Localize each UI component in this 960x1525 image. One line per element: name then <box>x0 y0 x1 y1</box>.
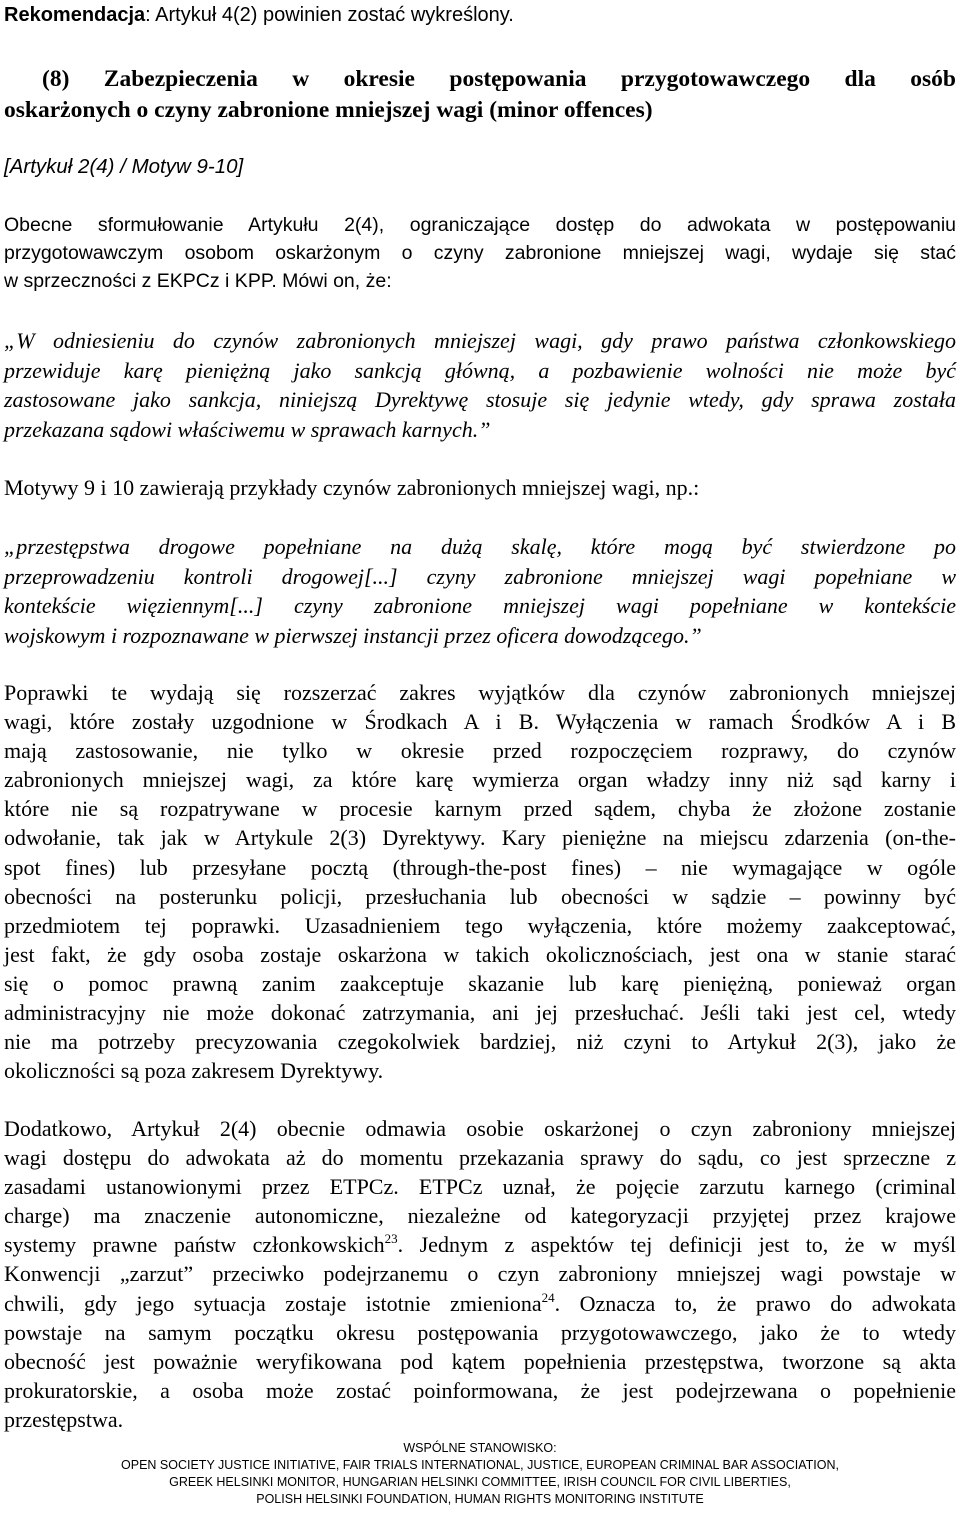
footnote-ref-24[interactable]: 24 <box>541 1289 555 1305</box>
quote-line: „W odniesieniu do czynów zabronionych mniejszej wagi, gdy prawo państwa członkowskiego <box>4 328 956 353</box>
quote-line: „przestępstwa drogowe popełniane na dużą skalę, które mogą być stwierdzone po <box>4 534 956 559</box>
recommendation-text: : Artykuł 4(2) powinien zostać wykreślony. <box>145 4 514 26</box>
text-line: które nie są rozpatrywane w procesie karnym przed sądem, chyba że złożone zostanie <box>4 796 956 822</box>
text-line: okoliczności są poza zakresem Dyrektywy. <box>4 1058 384 1084</box>
text-line: obecność jest poważnie weryfikowana pod kątem popełnienia przestępstwa, tworzone są akta <box>4 1348 956 1374</box>
quote-directive <box>4 326 956 444</box>
paragraph-current-wording <box>4 211 956 295</box>
text-line: Konwencji „zarzut” przeciwko podejrzanemu o czyn zabroniony mniejszej wagi powstaje w <box>4 1261 956 1287</box>
text-segment: . Jednym z aspektów tej definicji jest to, że w myśl <box>397 1232 956 1258</box>
text-line: wagi, które zostały uzgodnione w Środkach A i B. Wyłączenia w ramach Środków A i B <box>4 709 956 735</box>
recommendation <box>4 2 514 28</box>
section-heading <box>4 64 956 126</box>
text-line: spot fines) lub przesyłane pocztą (through-the-post fines) – nie wymagające w ogóle <box>4 854 956 880</box>
text-line: wagi dostępu do adwokata aż do momentu przekazania sprawy do sądu, co jest sprzeczne z <box>4 1145 956 1171</box>
text-line: mają zastosowanie, nie tylko w okresie przed rozpoczęciem rozprawy, do czynów <box>4 738 956 764</box>
text-line: Motywy 9 i 10 zawierają przykłady czynów zabronionych mniejszej wagi, np.: <box>4 475 700 500</box>
page-footer <box>4 1440 956 1508</box>
section-reference: [Artykuł 2(4) / Motyw 9-10] <box>4 155 244 178</box>
paragraph-recitals <box>4 473 956 502</box>
text-line: przedmiotem tej poprawki. Uzasadnieniem tego wyłączenia, które możemy zaakceptować, <box>4 912 956 938</box>
quote-line: przeprowadzeniu kontroli drogowej[...] czyny zabronione mniejszej wagi popełniane w <box>4 563 956 589</box>
text-segment: systemy prawne państw członkowskich <box>4 1232 385 1258</box>
text-line: nie ma potrzeby precyzowania czegokolwiek bardziej, niż czyni to Artykuł 2(3), jako że <box>4 1029 956 1055</box>
text-line: obecności na posterunku policji, przesłuchania lub obecności w sądzie – powinny być <box>4 883 956 909</box>
text-line: charge) ma znaczenie autonomiczne, niezależne od kategoryzacji przyjętej przez krajowe <box>4 1203 956 1229</box>
footer-line: POLISH HELSINKI FOUNDATION, HUMAN RIGHTS MONITORING INSTITUTE <box>256 1492 704 1506</box>
recommendation-label: Rekomendacja <box>4 4 146 26</box>
quote-recitals <box>4 532 956 650</box>
text-line: Obecne sformułowanie Artykułu 2(4), ograniczające dostęp do adwokata w postępowaniu <box>4 214 956 236</box>
quote-line: przekazana sądowi właściwemu w sprawach karnych.” <box>4 416 491 442</box>
footer-line: GREEK HELSINKI MONITOR, HUNGARIAN HELSINKI COMMITTEE, IRISH COUNCIL FOR CIVIL LIBERTIES, <box>169 1475 791 1489</box>
footer-title: WSPÓLNE STANOWISKO: <box>403 1441 557 1455</box>
text-line: prokuratorskie, a osoba może zostać poinformowana, że jest podejrzewana o popełnienie <box>4 1377 956 1403</box>
text-segment: chwili, gdy jego sytuacja zostaje istotnie zmieniona <box>4 1290 542 1316</box>
section-heading-line: (8) Zabezpieczenia w okresie postępowania przygotowawczego dla osób <box>42 66 956 92</box>
text-line: przestępstwa. <box>4 1406 124 1432</box>
text-line <box>4 1289 956 1318</box>
text-line <box>4 1230 956 1259</box>
section-heading-line: oskarżonych o czyny zabronione mniejszej wagi (minor offences) <box>4 97 653 123</box>
text-line: jest fakt, że gdy osoba zostaje oskarżona w takich okolicznościach, jest ona w stanie starać <box>4 941 956 967</box>
paragraph-amendments <box>4 678 956 1085</box>
text-segment: . Oznacza to, że prawo do adwokata <box>554 1290 956 1316</box>
quote-line: zastosowane jako sankcja, niniejszą Dyrektywę stosuje się jedynie wtedy, gdy sprawa została <box>4 387 956 412</box>
text-line: przygotowawczym osobom oskarżonym o czyny zabronione mniejszej wagi, wydaje się stać <box>4 242 956 264</box>
text-line: Dodatkowo, Artykuł 2(4) obecnie odmawia osobie oskarżonej o czyn zabroniony mniejszej <box>4 1116 956 1141</box>
text-line: powstaje na samym początku okresu postępowania przygotowawczego, jako że to wtedy <box>4 1319 956 1345</box>
text-line: zabronionych mniejszej wagi, za które karę wymierza organ władzy inny niż sąd karny i <box>4 767 956 793</box>
text-line: w sprzeczności z EKPCz i KPP. Mówi on, że: <box>4 270 392 292</box>
footer-line: OPEN SOCIETY JUSTICE INITIATIVE, FAIR TRIALS INTERNATIONAL, JUSTICE, EUROPEAN CRIMINAL BAR ASSOCIATION, <box>121 1458 839 1472</box>
text-line: się o pomoc prawną zanim zaakceptuje skazanie lub karę pieniężną, ponieważ organ <box>4 970 956 996</box>
footnote-ref-23[interactable]: 23 <box>384 1231 398 1247</box>
paragraph-additionally <box>4 1114 956 1434</box>
text-line: administracyjny nie może dokonać zatrzymania, ani jej przesłuchać. Jeśli taki jest cel, wtedy <box>4 1000 956 1026</box>
quote-line: kontekście więziennym[...] czyny zabronione mniejszej wagi popełniane w kontekście <box>4 593 956 618</box>
quote-line: wojskowym i rozpoznawane w pierwszej instancji przez oficera dowodzącego.” <box>4 622 702 648</box>
quote-line: przewiduje karę pieniężną jako sankcją główną, a pozbawienie wolności nie może być <box>4 357 956 383</box>
text-line: odwołanie, tak jak w Artykule 2(3) Dyrektywy. Kary pieniężne na miejscu zdarzenia (on-the- <box>4 825 956 851</box>
text-line: Poprawki te wydają się rozszerzać zakres wyjątków dla czynów zabronionych mniejszej <box>4 680 956 705</box>
text-line: zasadami ustanowionymi przez ETPCz. ETPCz uznał, że pojęcie zarzutu karnego (criminal <box>4 1174 956 1200</box>
